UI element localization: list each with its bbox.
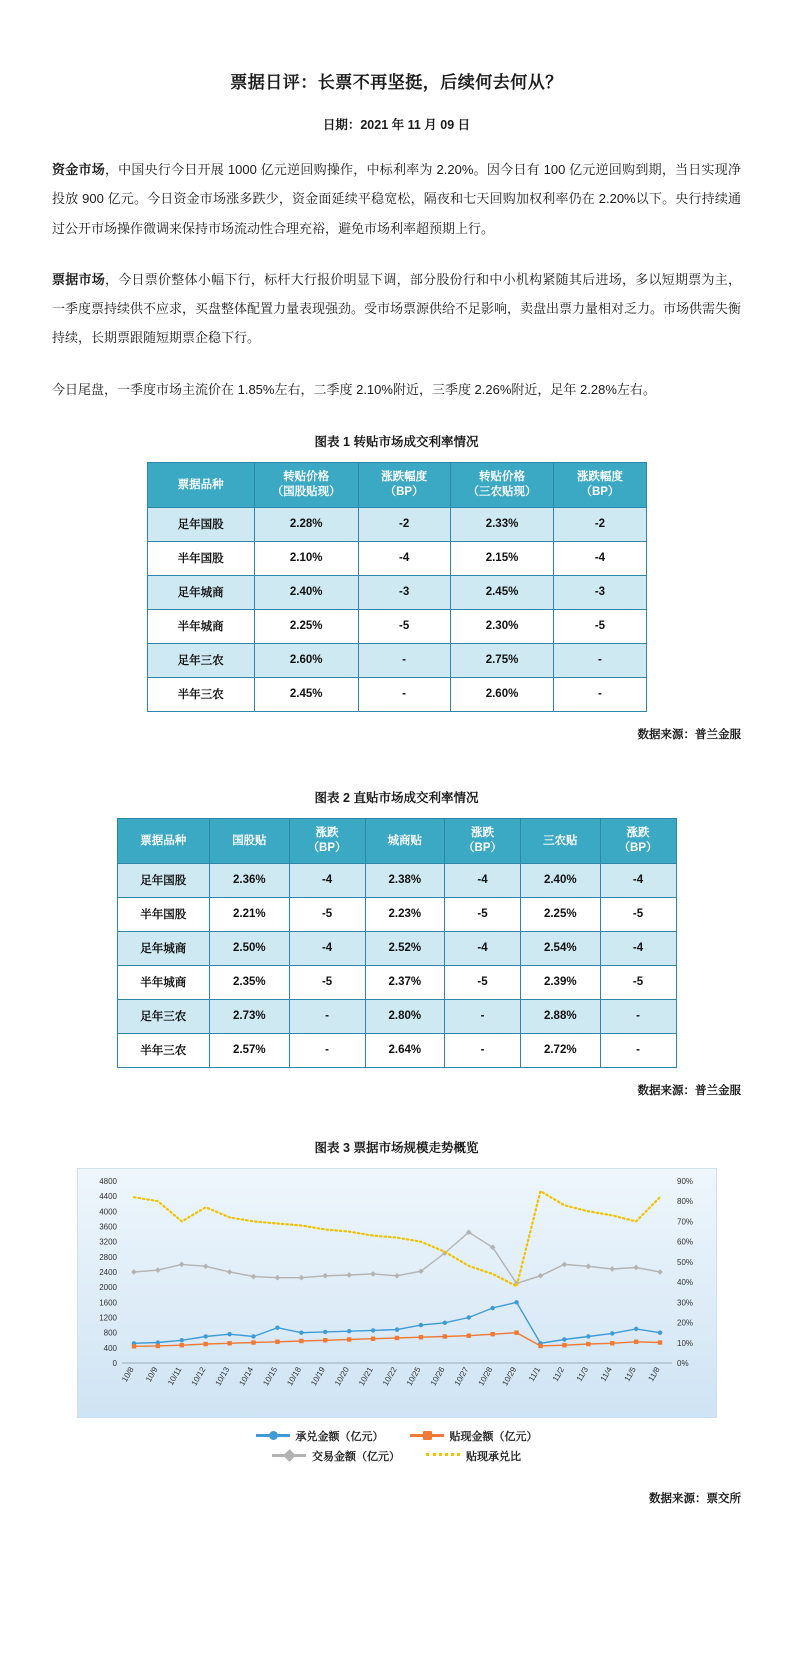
svg-text:10/12: 10/12 [189, 1365, 207, 1388]
table-row [147, 575, 646, 609]
legend-item-acceptance [256, 1428, 384, 1444]
col-rediscount-price-guogu-line2: （国股贴现） [271, 485, 341, 498]
cell-value: 2.54% [520, 931, 600, 965]
rediscount-rate-table [147, 462, 647, 712]
cell-value: -2 [554, 507, 646, 541]
cell-bill-type: 半年城商 [147, 609, 254, 643]
col-change-bp-1-line1: 涨跌 [315, 827, 339, 840]
cell-value: 2.21% [210, 897, 290, 931]
cell-value: 2.38% [365, 863, 445, 897]
svg-text:10/29: 10/29 [499, 1365, 518, 1388]
cell-value: -4 [289, 931, 365, 965]
legend-swatch-transaction-icon [272, 1454, 306, 1457]
cell-value: 2.25% [520, 897, 600, 931]
table-row [117, 999, 676, 1033]
svg-text:2800: 2800 [98, 1252, 117, 1262]
svg-text:0%: 0% [676, 1358, 689, 1368]
market-scale-chart [77, 1168, 717, 1418]
cell-value: -4 [445, 931, 521, 965]
svg-text:10/18: 10/18 [284, 1365, 303, 1388]
cell-bill-type: 足年国股 [117, 863, 210, 897]
col-bill-type-line1: 票据品种 [140, 834, 187, 847]
svg-text:800: 800 [103, 1328, 117, 1338]
cell-value: - [289, 999, 365, 1033]
legend-label-acceptance: 承兑金额（亿元） [295, 1430, 384, 1443]
svg-text:30%: 30% [676, 1298, 693, 1308]
col-change-bp-2-line1: 涨跌幅度 [576, 471, 623, 484]
svg-text:1600: 1600 [98, 1298, 117, 1308]
figure1-table-wrap [52, 462, 741, 712]
svg-text:10/28: 10/28 [476, 1365, 494, 1388]
svg-text:11/5: 11/5 [622, 1365, 638, 1383]
cell-value: - [445, 999, 521, 1033]
cell-bill-type: 半年国股 [147, 541, 254, 575]
document-date: 日期：2021 年 11 月 09 日 [322, 118, 471, 132]
cell-value: -3 [358, 575, 450, 609]
legend-swatch-discount-icon [410, 1434, 444, 1437]
svg-text:10/20: 10/20 [332, 1365, 351, 1388]
paragraph-lead-funding: 资金市场 [52, 162, 105, 177]
cell-value: 2.57% [210, 1033, 290, 1067]
cell-value: 2.45% [254, 677, 358, 711]
cell-value: 2.80% [365, 999, 445, 1033]
table-row [117, 1033, 676, 1067]
col-change-bp-1-line2: （BP） [307, 841, 347, 854]
cell-value: 2.50% [210, 931, 290, 965]
svg-text:10/19: 10/19 [308, 1365, 327, 1388]
col-chengshang-line1: 城商贴 [387, 834, 423, 847]
figure2-table-head [117, 818, 676, 863]
svg-text:0: 0 [112, 1358, 117, 1368]
legend-label-transaction: 交易金额（亿元） [312, 1450, 400, 1463]
cell-value: 2.28% [254, 507, 358, 541]
svg-text:3600: 3600 [98, 1222, 117, 1232]
cell-value: -5 [445, 965, 521, 999]
figure1-title: 图表 1 转贴市场成交利率情况 [314, 434, 479, 449]
svg-text:10/21: 10/21 [356, 1365, 375, 1388]
table-row [147, 507, 646, 541]
paragraph-bill-market [52, 265, 741, 353]
cell-bill-type: 足年三农 [147, 643, 254, 677]
cell-bill-type: 足年国股 [147, 507, 254, 541]
cell-value: -5 [600, 965, 676, 999]
legend-item-transaction [272, 1448, 400, 1464]
cell-value: - [358, 643, 450, 677]
cell-value: - [600, 1033, 676, 1067]
svg-text:10/25: 10/25 [404, 1365, 423, 1388]
col-bill-type [147, 462, 254, 507]
chart-legend-row2 [52, 1448, 741, 1464]
col-change-bp-2 [445, 818, 521, 863]
cell-value: 2.36% [210, 863, 290, 897]
paragraph-body-bill: ，今日票价整体小幅下行，标杆大行报价明显下调，部分股份行和中小机构紧随其后进场，多以短期票为主，一季度票持续供不应求，买盘整体配置力量表现强劲。受市场票源供给不足影响，卖盘出票力量相对乏力。市场供需失衡持续，长期票跟随短期票企稳下行。 [52, 271, 742, 346]
svg-text:10/22: 10/22 [380, 1365, 399, 1388]
cell-value: 2.35% [210, 965, 290, 999]
cell-value: -5 [289, 965, 365, 999]
cell-value: - [600, 999, 676, 1033]
col-change-bp-3-line2: （BP） [618, 841, 658, 854]
cell-value: -5 [289, 897, 365, 931]
svg-text:4800: 4800 [98, 1176, 117, 1186]
table-row [147, 643, 646, 677]
svg-text:20%: 20% [676, 1318, 693, 1328]
svg-text:90%: 90% [676, 1176, 693, 1186]
svg-text:1200: 1200 [98, 1313, 117, 1323]
svg-text:10/14: 10/14 [236, 1365, 255, 1388]
figure2-title: 图表 2 直贴市场成交利率情况 [314, 790, 479, 805]
cell-bill-type: 足年城商 [147, 575, 254, 609]
svg-text:10/9: 10/9 [143, 1365, 160, 1384]
table-row [117, 965, 676, 999]
cell-value: 2.10% [254, 541, 358, 575]
cell-value: -5 [554, 609, 646, 643]
cell-value: - [554, 643, 646, 677]
svg-text:2000: 2000 [98, 1282, 117, 1292]
cell-value: -5 [600, 897, 676, 931]
figure2-table-wrap [52, 818, 741, 1068]
svg-text:50%: 50% [676, 1257, 693, 1267]
page-title: 票据日评：长票不再坚挺，后续何去何从？ [230, 73, 563, 92]
col-rediscount-price-guogu-line1: 转贴价格 [283, 471, 330, 484]
cell-value: -4 [289, 863, 365, 897]
cell-value: - [289, 1033, 365, 1067]
col-bill-type [117, 818, 210, 863]
svg-text:11/8: 11/8 [645, 1365, 662, 1383]
svg-text:11/4: 11/4 [598, 1365, 614, 1383]
cell-value: 2.73% [210, 999, 290, 1033]
legend-item-ratio [426, 1448, 521, 1464]
col-rediscount-price-sannong-line2: （三农贴现） [467, 485, 537, 498]
cell-value: 2.64% [365, 1033, 445, 1067]
table-row [147, 609, 646, 643]
svg-text:10/27: 10/27 [452, 1365, 470, 1388]
table-header-row [117, 818, 676, 863]
cell-value: 2.52% [365, 931, 445, 965]
paragraph-body-closing: 今日尾盘，一季度市场主流价在 1.85%左右，二季度 2.10%附近，三季度 2.26%附近，足年 2.28%左右。 [52, 381, 656, 397]
legend-swatch-ratio-icon [426, 1453, 460, 1459]
cell-value: 2.60% [254, 643, 358, 677]
cell-value: 2.40% [520, 863, 600, 897]
cell-value: -4 [358, 541, 450, 575]
col-rediscount-price-sannong-line1: 转贴价格 [479, 471, 526, 484]
svg-text:10%: 10% [676, 1338, 693, 1348]
cell-bill-type: 足年城商 [117, 931, 210, 965]
col-rediscount-price-guogu [254, 462, 358, 507]
svg-text:10/26: 10/26 [428, 1365, 447, 1388]
cell-value: 2.39% [520, 965, 600, 999]
paragraph-funding-market [52, 155, 741, 243]
cell-value: -4 [600, 931, 676, 965]
legend-label-discount: 贴现金额（亿元） [449, 1430, 538, 1443]
col-change-bp-1-line1: 涨跌幅度 [381, 471, 428, 484]
cell-value: 2.40% [254, 575, 358, 609]
cell-bill-type: 半年国股 [117, 897, 210, 931]
cell-value: -3 [554, 575, 646, 609]
cell-bill-type: 足年三农 [117, 999, 210, 1033]
legend-label-ratio: 贴现承兑比 [466, 1450, 521, 1463]
cell-bill-type: 半年三农 [147, 677, 254, 711]
svg-text:40%: 40% [676, 1277, 693, 1287]
cell-value: 2.23% [365, 897, 445, 931]
svg-text:10/15: 10/15 [260, 1365, 279, 1388]
svg-text:11/2: 11/2 [550, 1365, 566, 1383]
col-guogu-line1: 国股贴 [232, 834, 267, 847]
col-chengshang [365, 818, 445, 863]
cell-value: 2.75% [450, 643, 554, 677]
col-sannong-line1: 三农贴 [543, 834, 578, 847]
cell-value: 2.25% [254, 609, 358, 643]
cell-value: 2.45% [450, 575, 554, 609]
svg-text:10/13: 10/13 [213, 1365, 231, 1388]
col-guogu [210, 818, 290, 863]
svg-text:10/8: 10/8 [119, 1365, 136, 1384]
svg-text:400: 400 [103, 1343, 117, 1353]
svg-text:80%: 80% [676, 1196, 693, 1206]
cell-value: -4 [445, 863, 521, 897]
col-change-bp-2-line1: 涨跌 [471, 827, 495, 840]
table-row [117, 863, 676, 897]
col-change-bp-2-line2: （BP） [580, 485, 620, 498]
cell-value: -5 [358, 609, 450, 643]
cell-value: 2.15% [450, 541, 554, 575]
svg-text:4400: 4400 [98, 1191, 117, 1201]
svg-text:10/11: 10/11 [165, 1365, 184, 1387]
table-header-row [147, 462, 646, 507]
cell-value: 2.72% [520, 1033, 600, 1067]
figure3-source: 数据来源：票交所 [649, 1492, 741, 1505]
col-change-bp-2-line2: （BP） [463, 841, 503, 854]
cell-value: 2.60% [450, 677, 554, 711]
cell-value: -2 [358, 507, 450, 541]
cell-value: - [554, 677, 646, 711]
svg-text:60%: 60% [676, 1237, 693, 1247]
col-change-bp-3-line1: 涨跌 [626, 827, 650, 840]
cell-value: 2.37% [365, 965, 445, 999]
chart-canvas [78, 1169, 716, 1417]
cell-bill-type: 半年三农 [117, 1033, 210, 1067]
svg-text:4000: 4000 [98, 1207, 117, 1217]
table-row [147, 677, 646, 711]
col-change-bp-1-line2: （BP） [384, 485, 424, 498]
cell-value: - [358, 677, 450, 711]
col-change-bp-1 [289, 818, 365, 863]
paragraph-lead-bill: 票据市场 [52, 271, 106, 287]
cell-bill-type: 半年城商 [117, 965, 210, 999]
figure1-table-head [147, 462, 646, 507]
cell-value: -4 [554, 541, 646, 575]
table-row [117, 897, 676, 931]
col-change-bp-1 [358, 462, 450, 507]
svg-text:3200: 3200 [98, 1237, 117, 1247]
cell-value: 2.30% [450, 609, 554, 643]
figure3-title: 图表 3 票据市场规模走势概览 [314, 1140, 479, 1155]
table-row [147, 541, 646, 575]
col-change-bp-3 [600, 818, 676, 863]
cell-value: 2.88% [520, 999, 600, 1033]
cell-value: -4 [600, 863, 676, 897]
paragraph-body-funding: ，中国央行今日开展 1000 亿元逆回购操作，中标利率为 2.20%。因今日有 100 亿元逆回购到期，当日实现净投放 900 亿元。今日资金市场涨多跌少，资金面延续平稳宽松，隔夜和七天回购加权利率仍在 2.20%以下。央行持续通过公开市场操作微调来保持市场流动性合理充裕，避免市场利率超预期上行。 [52, 162, 741, 236]
cell-value: -5 [445, 897, 521, 931]
cell-value: 2.33% [450, 507, 554, 541]
cell-value: - [445, 1033, 521, 1067]
figure1-source: 数据来源：普兰金服 [637, 728, 741, 741]
table-row [117, 931, 676, 965]
figure2-source: 数据来源：普兰金服 [637, 1084, 741, 1097]
col-rediscount-price-sannong [450, 462, 554, 507]
direct-discount-rate-table [117, 818, 677, 1068]
svg-text:2400: 2400 [98, 1267, 117, 1277]
svg-text:11/3: 11/3 [574, 1365, 590, 1383]
col-bill-type-line1: 票据品种 [177, 478, 224, 491]
legend-swatch-acceptance-icon [256, 1434, 290, 1437]
col-change-bp-2 [554, 462, 646, 507]
figure1-table-body [147, 507, 646, 711]
figure2-table-body [117, 863, 676, 1067]
svg-text:70%: 70% [676, 1217, 693, 1227]
legend-item-discount [410, 1428, 538, 1444]
col-sannong [520, 818, 600, 863]
chart-legend [52, 1428, 741, 1444]
paragraph-closing [52, 375, 741, 404]
svg-text:11/1: 11/1 [526, 1365, 542, 1383]
